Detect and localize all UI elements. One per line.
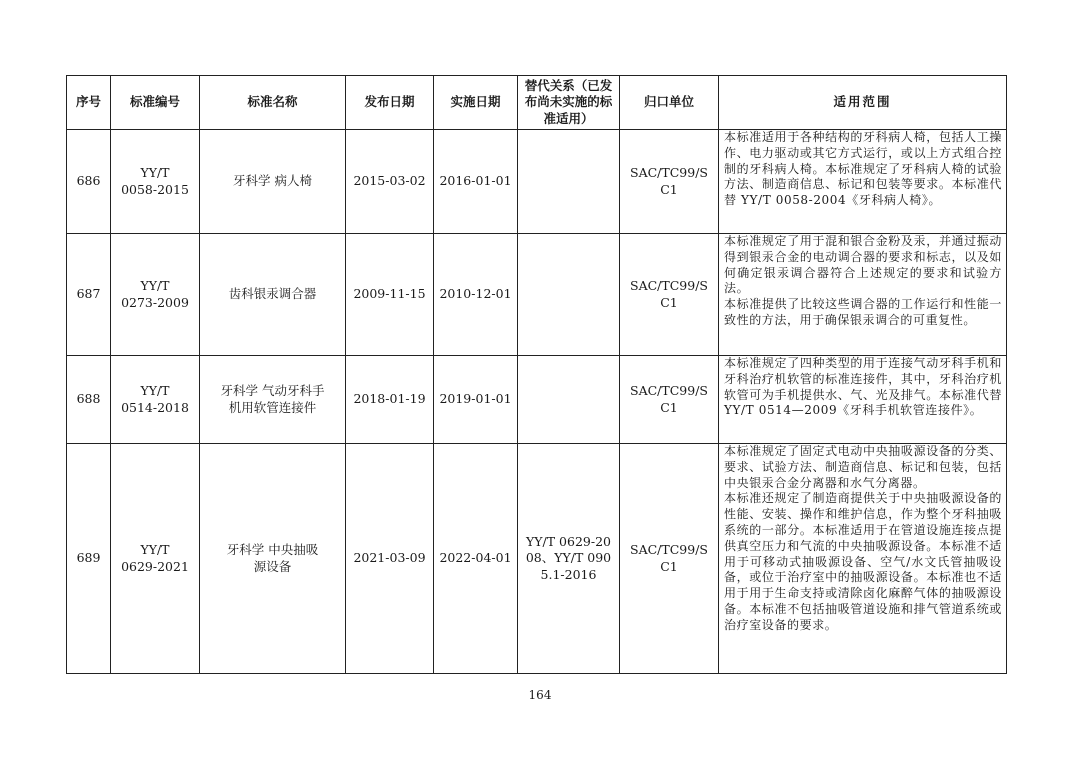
row-publish-date: 2015-03-02 xyxy=(346,130,434,234)
scope-paragraph: 本标准提供了比较这些调合器的工作运行和性能一致性的方法，用于确保银汞调合的可重复性。 xyxy=(724,297,1002,327)
row-replacement xyxy=(518,356,620,444)
col-header-name: 标准名称 xyxy=(200,76,346,130)
table-row xyxy=(67,444,1007,674)
row-implement-date: 2010-12-01 xyxy=(434,234,518,356)
row-implement-date: 2019-01-01 xyxy=(434,356,518,444)
page-number: 164 xyxy=(528,688,552,702)
row-department: SAC/TC99/SC1 xyxy=(620,234,719,356)
scope-paragraph: 本标准还规定了制造商提供关于中央抽吸源设备的性能、安装、操作和维护信息，作为整个牙科抽吸系统的一部分。本标准适用于在管道设施连接点提供真空压力和气流的中央抽吸源设备。本标准不适用于可移动式抽吸源设备、空气/水文氏管抽吸设备，或位于治疗室中的抽吸源设备。本标准也不适用于用于生命支持或清除卤化麻醉气体的抽吸源设备。本标准不包括抽吸管道设施和排气管道系统或治疗室设备的要求。 xyxy=(724,491,1002,632)
row-replacement xyxy=(518,234,620,356)
row-code: YY/T 0514-2018 xyxy=(111,356,200,444)
col-header-replacement: 替代关系（已发布尚未实施的标准适用） xyxy=(518,76,620,130)
row-implement-date: 2016-01-01 xyxy=(434,130,518,234)
col-header-implement-date: 实施日期 xyxy=(434,76,518,130)
row-department: SAC/TC99/SC1 xyxy=(620,444,719,674)
row-code: YY/T 0058-2015 xyxy=(111,130,200,234)
table-row xyxy=(67,356,1007,444)
row-code: YY/T 0629-2021 xyxy=(111,444,200,674)
scope-paragraph: 本标准规定了用于混和银合金粉及汞，并通过振动得到银汞合金的电动调合器的要求和标志，以及如何确定银汞调合器符合上述规定的要求和试验方法。 xyxy=(724,234,1002,296)
col-header-seq: 序号 xyxy=(67,76,111,130)
table-header-row xyxy=(67,76,1007,130)
row-scope xyxy=(719,130,1007,234)
row-replacement xyxy=(518,130,620,234)
row-code: YY/T 0273-2009 xyxy=(111,234,200,356)
row-implement-date: 2022-04-01 xyxy=(434,444,518,674)
row-scope xyxy=(719,356,1007,444)
row-publish-date: 2021-03-09 xyxy=(346,444,434,674)
row-name: 牙科学 气动牙科手机用软管连接件 xyxy=(200,356,346,444)
row-name: 牙科学 中央抽吸源设备 xyxy=(200,444,346,674)
row-name: 齿科银汞调合器 xyxy=(200,234,346,356)
col-header-code: 标准编号 xyxy=(111,76,200,130)
scope-paragraph: 本标准规定了四种类型的用于连接气动牙科手机和牙科治疗机软管的标准连接件，其中，牙科治疗机软管可为手机提供水、气、光及排气。本标准代替 YY/T 0514—2009《牙科手机软管连接件》。 xyxy=(724,356,1002,418)
row-seq: 688 xyxy=(67,356,111,444)
row-department: SAC/TC99/SC1 xyxy=(620,356,719,444)
table-row xyxy=(67,234,1007,356)
row-publish-date: 2009-11-15 xyxy=(346,234,434,356)
scope-paragraph: 本标准适用于各种结构的牙科病人椅，包括人工操作、电力驱动或其它方式运行，或以上方式组合控制的牙科病人椅。本标准规定了牙科病人椅的试验方法、制造商信息、标记和包装等要求。本标准代替 YY/T 0058-2004《牙科病人椅》。 xyxy=(724,130,1002,208)
col-header-scope: 适用范围 xyxy=(719,76,1007,130)
row-scope xyxy=(719,234,1007,356)
row-seq: 689 xyxy=(67,444,111,674)
col-header-department: 归口单位 xyxy=(620,76,719,130)
table-row xyxy=(67,130,1007,234)
row-replacement: YY/T 0629-2008、YY/T 0905.1-2016 xyxy=(518,444,620,674)
row-department: SAC/TC99/SC1 xyxy=(620,130,719,234)
row-seq: 687 xyxy=(67,234,111,356)
row-publish-date: 2018-01-19 xyxy=(346,356,434,444)
scope-paragraph: 本标准规定了固定式电动中央抽吸源设备的分类、要求、试验方法、制造商信息、标记和包装，包括中央银汞合金分离器和水气分离器。 xyxy=(724,444,1002,490)
row-name: 牙科学 病人椅 xyxy=(200,130,346,234)
standards-table xyxy=(66,75,1007,674)
row-seq: 686 xyxy=(67,130,111,234)
col-header-publish-date: 发布日期 xyxy=(346,76,434,130)
row-scope xyxy=(719,444,1007,674)
